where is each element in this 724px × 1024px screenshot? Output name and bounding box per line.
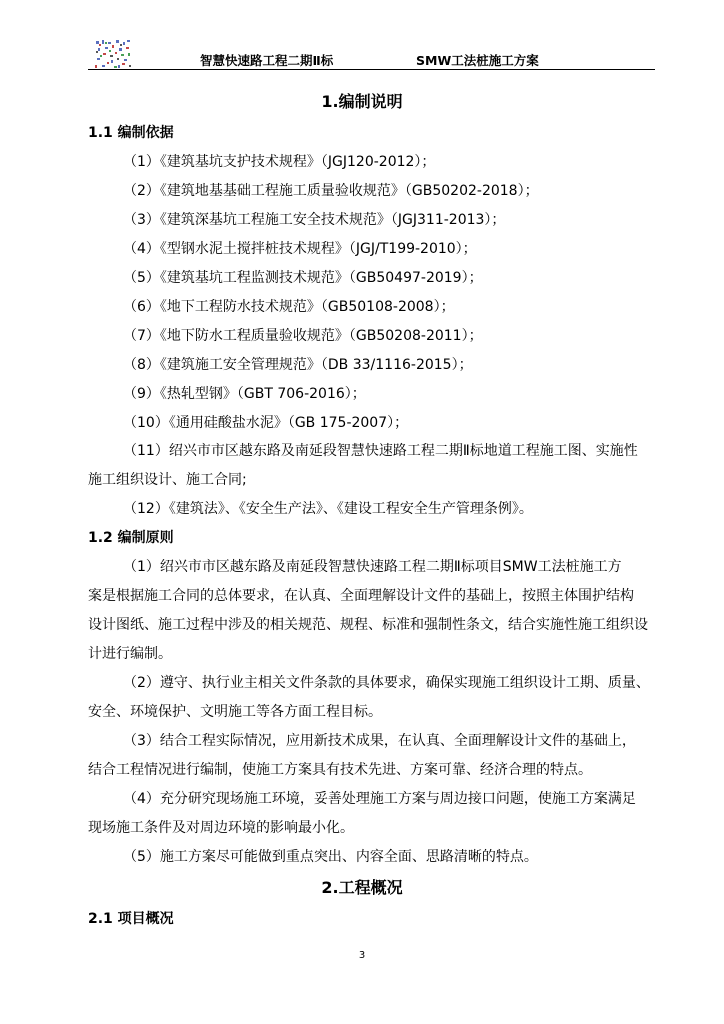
heading-1-2: 1.2 编制原则 [88,530,174,546]
principle-line: 设计图纸、施工过程中涉及的相关规范、规程、标准和强制性条文，结合实施性施工组织设 [88,617,648,633]
header-divider [88,69,655,70]
principle-line: 结合工程情况进行编制，使施工方案具有技术先进、方案可靠、经济合理的特点。 [88,762,592,778]
section-title-2: 2.工程概况 [321,878,403,897]
basis-item: （4）《型钢水泥土搅拌桩技术规程》（JGJ/T199-2010）； [123,241,477,257]
principle-line: 现场施工条件及对周边环境的影响最小化。 [88,820,354,836]
principle-line: （2）遵守、执行业主相关文件条款的具体要求，确保实现施工组织设计工期、质量、 [123,675,650,691]
heading-2-1: 2.1 项目概况 [88,911,174,927]
header-doc-title: SMW工法桩施工方案 [416,53,539,68]
section-title-1: 1.编制说明 [321,92,403,111]
basis-item: （9）《热轧型钢》（GBT 706-2016）； [123,386,366,402]
principle-line: 安全、环境保护、文明施工等各方面工程目标。 [88,704,382,720]
basis-item: （12）《建筑法》、《安全生产法》、《建设工程安全生产管理条例》。 [123,501,533,517]
basis-item: （8）《建筑施工安全管理规范》（DB 33/1116-2015）； [123,357,473,373]
basis-item: （5）《建筑基坑工程监测技术规范》（GB50497-2019）； [123,270,483,286]
principle-line: 计进行编制。 [88,646,172,662]
principle-line: （4）充分研究现场施工环境，妥善处理施工方案与周边接口问题，使施工方案满足 [123,791,636,807]
principle-line: （5）施工方案尽可能做到重点突出、内容全面、思路清晰的特点。 [123,849,538,865]
basis-item: （2）《建筑地基基础工程施工质量验收规范》（GB50202-2018）； [123,183,539,199]
basis-item: （3）《建筑深基坑工程施工安全技术规范》（JGJ311-2013）； [123,212,506,228]
principle-line: （1）绍兴市市区越东路及南延段智慧快速路工程二期Ⅱ标项目SMW工法桩施工方 [123,559,622,575]
principle-line: 案是根据施工合同的总体要求，在认真、全面理解设计文件的基础上，按照主体围护结构 [88,588,634,604]
header-project-name: 智慧快速路工程二期Ⅱ标 [200,53,334,68]
company-logo [94,38,132,70]
page-number: 3 [358,950,366,961]
basis-item: （10）《通用硅酸盐水泥》（GB 175-2007）； [123,415,409,431]
basis-item: （6）《地下工程防水技术规范》（GB50108-2008）； [123,299,455,315]
basis-item: （11）绍兴市市区越东路及南延段智慧快速路工程二期Ⅱ标地道工程施工图、实施性 [123,443,638,459]
heading-1-1: 1.1 编制依据 [88,125,174,141]
basis-item: （7）《地下防水工程质量验收规范》（GB50208-2011）； [123,328,483,344]
principle-line: （3）结合工程实际情况，应用新技术成果，在认真、全面理解设计文件的基础上， [123,733,636,749]
basis-item: （1）《建筑基坑支护技术规程》（JGJ120-2012）； [123,154,436,170]
basis-item-continued: 施工组织设计、施工合同; [88,472,247,488]
